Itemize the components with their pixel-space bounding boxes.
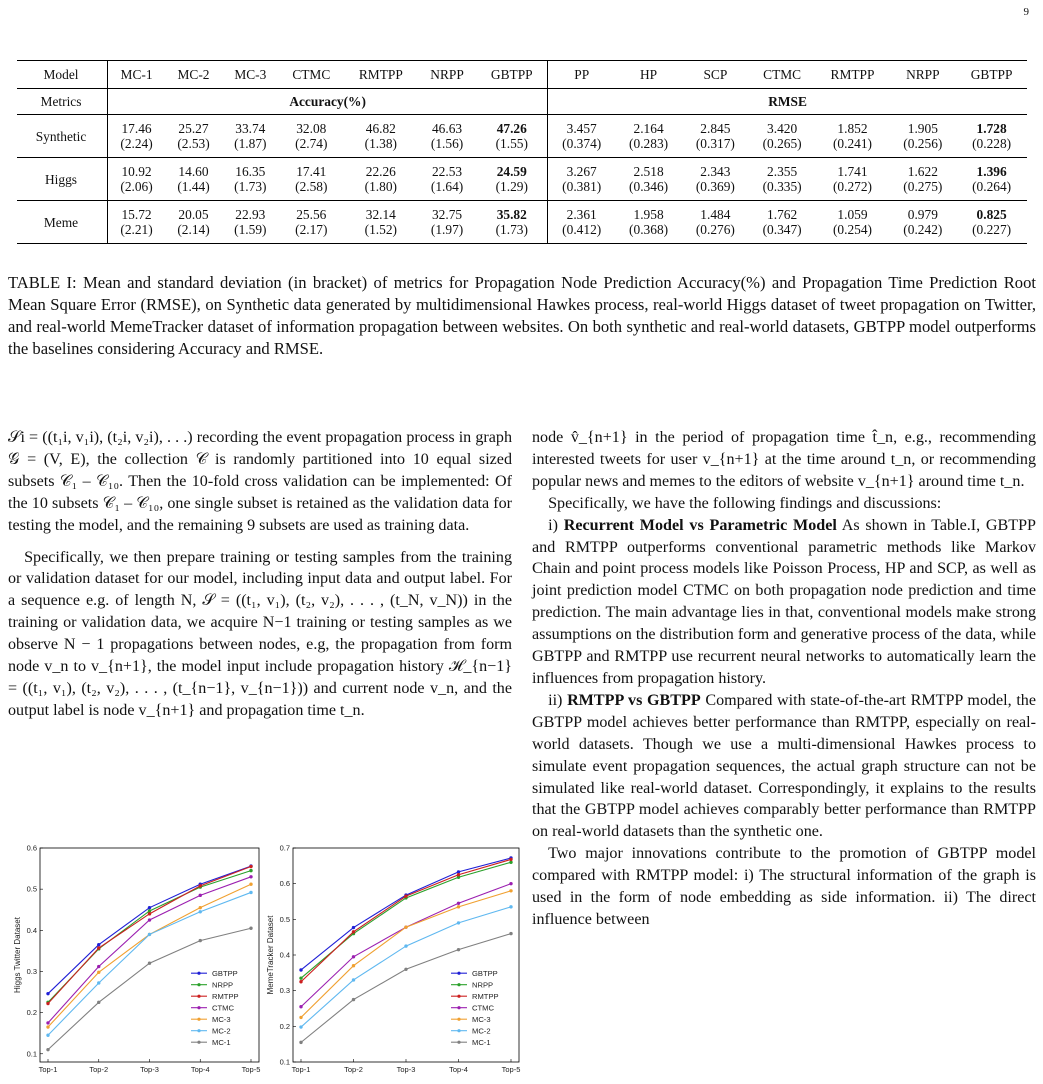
data-point [299, 1016, 302, 1019]
table-cell [476, 158, 547, 201]
series-line [301, 862, 511, 978]
header-cell: HP [615, 61, 682, 89]
cell-std: (0.374) [562, 136, 602, 151]
table-cell [279, 158, 344, 201]
table-row [17, 158, 1027, 201]
y-tick-label: 0.6 [279, 879, 290, 889]
table-cell [749, 201, 816, 244]
cell-mean: 25.56 [296, 207, 327, 222]
legend-marker [197, 1018, 200, 1021]
legend-entry: CTMC [472, 1003, 494, 1013]
legend-marker [457, 972, 460, 975]
table-header-row [17, 61, 1027, 89]
data-point [352, 964, 355, 967]
data-point [404, 925, 407, 928]
header-cell: RMTPP [816, 61, 890, 89]
data-point [457, 921, 460, 924]
legend-entry: MC-1 [472, 1037, 491, 1047]
cell-mean: 2.845 [700, 121, 731, 136]
left-column [8, 427, 512, 722]
table-cell [344, 115, 418, 158]
y-tick-label: 0.3 [279, 986, 290, 996]
data-point [509, 905, 512, 908]
right-paragraph-0: node v̂_{n+1} in the period of propagation time t̂_n, e.g., recommending interested tweets for user v_{n+1} at the time around t_n, or recommending popular news and memes to the editors of website v_{n+1} around time t_n. [532, 429, 1036, 490]
table-cell [222, 158, 279, 201]
x-tick-label: Top-1 [291, 1065, 311, 1074]
data-point [148, 912, 151, 915]
data-point [509, 882, 512, 885]
p2-rest: As shown in Table.I, GBTPP and RMTPP outperforms conventional parametric methods like Markov Chain and point process models like Poisson Process, HP and SCP, as well as joint prediction model CTMC on both propagation node prediction and time prediction. The main advantage lies in that, conventional models make strong assumptions on the distribution form and generative process of the data, while GBTPP and RMTPP use recurrent neural networks to automatically learn the influences from propagation history. [532, 516, 1036, 687]
cell-mean: 32.75 [431, 207, 463, 222]
header-cell: MC-1 [108, 61, 166, 89]
figure-meme-chart [263, 842, 525, 1084]
data-point [199, 884, 202, 887]
metrics-row [17, 89, 1027, 115]
x-tick-label: Top-5 [501, 1065, 521, 1074]
legend-entry: GBTPP [212, 968, 238, 978]
legend-marker [457, 1041, 460, 1044]
cell-std: (1.44) [177, 179, 210, 194]
table-cell [279, 201, 344, 244]
data-point [299, 968, 302, 971]
header-cell: Model [17, 61, 108, 89]
table-cell [816, 115, 890, 158]
cell-std: (0.242) [903, 222, 943, 237]
data-point [299, 1025, 302, 1028]
table-cell [615, 115, 682, 158]
table-cell [615, 158, 682, 201]
data-point [352, 926, 355, 929]
data-point [457, 905, 460, 908]
cell-mean: 1.622 [907, 164, 938, 179]
legend-entry: GBTPP [472, 968, 498, 978]
cell-mean: 32.08 [296, 121, 327, 136]
data-point [299, 980, 302, 983]
legend-marker [457, 1029, 460, 1032]
cell-mean: 17.46 [121, 121, 152, 136]
cell-std: (0.276) [695, 222, 735, 237]
right-column [532, 427, 1036, 931]
cell-mean: 2.355 [767, 164, 798, 179]
y-axis-label: Higgs Twitter Dataset [13, 917, 22, 993]
series-line [301, 859, 511, 981]
data-point [148, 918, 151, 921]
y-tick-label: 0.7 [279, 843, 290, 853]
cell-std: (1.73) [234, 179, 267, 194]
table-cell [889, 201, 956, 244]
cell-std: (1.80) [364, 179, 397, 194]
table-cell [816, 158, 890, 201]
cell-mean: 22.53 [431, 164, 463, 179]
data-point [299, 1041, 302, 1044]
data-point [457, 948, 460, 951]
data-point [97, 965, 100, 968]
header-cell: GBTPP [476, 61, 547, 89]
legend-marker [197, 1041, 200, 1044]
cell-mean: 47.26 [496, 121, 527, 136]
data-point [199, 906, 202, 909]
header-cell: PP [548, 61, 616, 89]
cell-std: (0.227) [972, 222, 1012, 237]
x-tick-label: Top-3 [396, 1065, 416, 1074]
data-point [509, 858, 512, 861]
legend-marker [457, 1018, 460, 1021]
cell-std: (0.241) [832, 136, 872, 151]
cell-mean: 22.93 [235, 207, 266, 222]
table-cell [476, 201, 547, 244]
cell-std: (2.14) [177, 222, 210, 237]
legend-entry: NRPP [472, 980, 494, 990]
cell-mean: 2.518 [633, 164, 664, 179]
legend-entry: MC-2 [212, 1026, 231, 1036]
table-cell [279, 115, 344, 158]
data-point [97, 946, 100, 949]
table-cell [956, 201, 1027, 244]
table-cell [418, 201, 477, 244]
data-point [46, 1048, 49, 1051]
table-cell [548, 115, 616, 158]
data-point [352, 978, 355, 981]
cell-std: (1.29) [495, 179, 528, 194]
table-cell [889, 158, 956, 201]
right-paragraph-4: Two major innovations contribute to the promotion of GBTPP model compared with RMTPP model: i) The structural information of the graph is used in the form of node embedding as side information. ii) The direct influence between [532, 845, 1036, 928]
cell-std: (1.64) [430, 179, 464, 194]
cell-mean: 1.905 [907, 121, 938, 136]
cell-std: (2.21) [120, 222, 153, 237]
cell-std: (1.73) [495, 222, 528, 237]
table-cell [108, 158, 166, 201]
table-cell [956, 158, 1027, 201]
cell-mean: 3.457 [566, 121, 597, 136]
cell-mean: 2.164 [633, 121, 664, 136]
table-row [17, 115, 1027, 158]
row-model-name: Higgs [17, 158, 108, 201]
y-tick-label: 0.3 [26, 966, 37, 976]
header-cell: MC-2 [165, 61, 222, 89]
x-tick-label: Top-2 [344, 1065, 363, 1074]
cell-std: (2.53) [177, 136, 210, 151]
data-point [352, 930, 355, 933]
cell-mean: 46.82 [365, 121, 396, 136]
cell-mean: 33.74 [235, 121, 266, 136]
cell-mean: 24.59 [496, 164, 527, 179]
x-tick-label: Top-4 [449, 1065, 468, 1074]
y-tick-label: 0.4 [279, 950, 290, 960]
header-cell: RMTPP [344, 61, 418, 89]
table-cell [615, 201, 682, 244]
data-point [46, 992, 49, 995]
data-point [46, 1034, 49, 1037]
table-cell [548, 158, 616, 201]
y-tick-label: 0.2 [279, 1021, 290, 1031]
cell-mean: 46.63 [431, 121, 463, 136]
data-point [249, 865, 252, 868]
cell-mean: 32.14 [365, 207, 396, 222]
data-point [97, 1001, 100, 1004]
table-cell [889, 115, 956, 158]
cell-std: (2.74) [295, 136, 328, 151]
results-table [17, 60, 1027, 244]
table-cell [108, 201, 166, 244]
series-line [301, 858, 511, 970]
data-point [457, 873, 460, 876]
data-point [97, 943, 100, 946]
data-point [46, 1002, 49, 1005]
data-point [199, 939, 202, 942]
cell-mean: 1.396 [976, 164, 1007, 179]
p3-rest: Compared with state-of-the-art RMTPP model, the GBTPP model achieves better performance than RMTPP, especially on real-world datasets. Though we use a multi-dimensional Hawkes process to simulate event propagation sequences, the actual graph structure can not be simulated like real-world dataset. Correspondingly, it explains to the results that the GBTPP model achieves comparably better performance than RMTPP on real-world datasets than the synthetic one. [532, 691, 1036, 841]
table-cell [548, 201, 616, 244]
table-cell [816, 201, 890, 244]
header-cell: NRPP [418, 61, 477, 89]
y-tick-label: 0.2 [26, 1008, 37, 1018]
data-point [249, 891, 252, 894]
data-point [148, 933, 151, 936]
cell-mean: 1.484 [700, 207, 731, 222]
data-point [148, 962, 151, 965]
cell-std: (0.256) [903, 136, 943, 151]
table-cell [476, 115, 547, 158]
cell-mean: 17.41 [296, 164, 327, 179]
cell-std: (2.06) [120, 179, 153, 194]
header-cell: GBTPP [956, 61, 1027, 89]
cell-mean: 1.958 [633, 207, 664, 222]
y-tick-label: 0.5 [279, 914, 290, 924]
cell-std: (2.17) [295, 222, 328, 237]
cell-std: (0.381) [562, 179, 602, 194]
p3-lead: ii) [548, 691, 568, 709]
table-cell [165, 115, 222, 158]
y-tick-label: 0.4 [26, 925, 37, 935]
cell-std: (0.275) [903, 179, 943, 194]
x-tick-label: Top-1 [38, 1065, 58, 1074]
table-cell [165, 158, 222, 201]
rmse-label: RMSE [548, 89, 1027, 115]
table-cell [222, 115, 279, 158]
table-cell [344, 158, 418, 201]
legend-marker [197, 972, 200, 975]
legend-marker [457, 995, 460, 998]
data-point [148, 906, 151, 909]
cell-mean: 14.60 [178, 164, 209, 179]
table-cell [682, 158, 749, 201]
cell-std: (0.368) [629, 222, 669, 237]
data-point [509, 932, 512, 935]
table-cell [749, 115, 816, 158]
data-point [199, 910, 202, 913]
right-paragraph-1: Specifically, we have the following findings and discussions: [548, 494, 942, 512]
data-point [249, 883, 252, 886]
cell-mean: 35.82 [496, 207, 527, 222]
data-point [509, 889, 512, 892]
cell-std: (0.412) [562, 222, 602, 237]
cell-std: (0.228) [972, 136, 1012, 151]
cell-mean: 1.762 [767, 207, 798, 222]
cell-std: (1.56) [430, 136, 464, 151]
data-point [97, 981, 100, 984]
table-caption: TABLE I: Mean and standard deviation (in bracket) of metrics for Propagation Node Prediction Accuracy(%) and Propagation Time Prediction Root Mean Square Error (RMSE), on Synthetic data generated by multidimensional Hawkes process, real-world Higgs dataset of tweet propagation on Twitter, and real-world MemeTracker dataset of information propagation between websites. On both synthetic and real-world datasets, GBTPP model outperforms the baselines considering Accuracy and RMSE. [8, 273, 1036, 358]
legend-marker [197, 1006, 200, 1009]
p2-bold-heading: Recurrent Model vs Parametric Model [563, 516, 837, 534]
left-paragraph-2: Specifically, we then prepare training or testing samples from the training or validation dataset for our model, including input data and output label. For a sequence e.g. of length N, 𝒮 = ((t₁, v₁), (t₂, v₂), . . . , (t_N, v_N)) in the training or validation data, we acquire N−1 training or testing samples as we observe N − 1 propagations between nodes, e.g, the propagation from form node v_n to v_{n+1}, the model input include propagation history ℋ_{n−1} = ((t₁, v₁), (t₂, v₂), . . . , (t_{n−1}, v_{n−1})) and current node v_n, and the output label is node v_{n+1} and propagation time t_n. [8, 548, 512, 719]
cell-mean: 2.343 [700, 164, 731, 179]
cell-mean: 0.825 [976, 207, 1007, 222]
cell-std: (0.265) [762, 136, 802, 151]
legend-entry: MC-1 [212, 1037, 231, 1047]
legend-marker [457, 983, 460, 986]
data-point [457, 902, 460, 905]
cell-std: (1.87) [234, 136, 267, 151]
table-cell [749, 158, 816, 201]
legend-marker [197, 1029, 200, 1032]
row-model-name: Synthetic [17, 115, 108, 158]
table-cell [418, 158, 477, 201]
cell-std: (0.317) [695, 136, 735, 151]
table-cell [956, 115, 1027, 158]
data-point [199, 894, 202, 897]
cell-std: (0.272) [832, 179, 872, 194]
y-tick-label: 0.1 [279, 1057, 290, 1067]
table-cell [682, 201, 749, 244]
cell-std: (1.97) [430, 222, 464, 237]
cell-mean: 10.92 [121, 164, 152, 179]
cell-std: (1.38) [364, 136, 397, 151]
legend-entry: MC-3 [212, 1014, 231, 1024]
left-paragraph-1: 𝒮i = ((t₁i, v₁i), (t₂i, v₂i), . . .) recording the event propagation process in graph 𝒢 = (V, E), the collection 𝒞 is randomly partitioned into 10 equal sized subsets 𝒞₁ – 𝒞₁₀. Then the 10-fold cross validation can be implemented: Of the 10 subsets 𝒞₁ – 𝒞₁₀, one single subset is retained as the validation data for testing the model, and the remaining 9 subsets are used as training data. [8, 429, 512, 534]
legend-marker [457, 1006, 460, 1009]
table-cell [108, 115, 166, 158]
cell-mean: 22.26 [365, 164, 396, 179]
cell-std: (2.58) [295, 179, 328, 194]
data-point [404, 894, 407, 897]
y-axis-label: MemeTracker Dataset [266, 915, 275, 995]
y-tick-label: 0.6 [26, 843, 37, 853]
cell-mean: 2.361 [566, 207, 597, 222]
cell-std: (0.347) [762, 222, 802, 237]
cell-std: (0.283) [629, 136, 669, 151]
cell-std: (1.52) [364, 222, 397, 237]
page-number: 9 [1023, 6, 1029, 18]
data-point [352, 998, 355, 1001]
legend-entry: NRPP [212, 980, 234, 990]
cell-mean: 1.741 [837, 164, 868, 179]
cell-std: (0.254) [832, 222, 872, 237]
header-cell: CTMC [279, 61, 344, 89]
x-tick-label: Top-3 [140, 1065, 159, 1074]
p3-bold-heading: RMTPP vs GBTPP [567, 691, 701, 709]
y-tick-label: 0.5 [26, 884, 37, 894]
data-point [404, 968, 407, 971]
header-cell: CTMC [749, 61, 816, 89]
table-cell [165, 201, 222, 244]
table-cell [682, 115, 749, 158]
x-tick-label: Top-5 [241, 1065, 261, 1074]
data-point [97, 971, 100, 974]
data-point [46, 1021, 49, 1024]
legend-entry: MC-3 [472, 1014, 491, 1024]
legend-marker [197, 983, 200, 986]
table-cell [222, 201, 279, 244]
cell-mean: 3.420 [767, 121, 798, 136]
cell-std: (2.24) [120, 136, 153, 151]
x-tick-label: Top-2 [89, 1065, 109, 1074]
right-paragraph-3 [532, 690, 1036, 843]
header-cell: NRPP [889, 61, 956, 89]
data-point [404, 944, 407, 947]
cell-std: (1.55) [495, 136, 528, 151]
cell-std: (0.264) [972, 179, 1012, 194]
data-point [46, 1025, 49, 1028]
cell-mean: 15.72 [121, 207, 152, 222]
legend-entry: MC-2 [472, 1026, 491, 1036]
cell-mean: 1.728 [976, 121, 1007, 136]
row-model-name: Meme [17, 201, 108, 244]
data-point [299, 1005, 302, 1008]
table-cell [344, 201, 418, 244]
legend-entry: RMTPP [472, 991, 499, 1001]
table-row [17, 201, 1027, 244]
header-cell: SCP [682, 61, 749, 89]
cell-mean: 1.059 [837, 207, 868, 222]
cell-mean: 16.35 [235, 164, 266, 179]
accuracy-label: Accuracy(%) [108, 89, 548, 115]
y-tick-label: 0.1 [26, 1049, 37, 1059]
cell-mean: 20.05 [178, 207, 209, 222]
header-cell: MC-3 [222, 61, 279, 89]
table-cell [418, 115, 477, 158]
p2-lead: i) [548, 516, 564, 534]
data-point [299, 976, 302, 979]
figure-higgs-chart [10, 842, 265, 1084]
legend-marker [197, 995, 200, 998]
x-tick-label: Top-4 [190, 1065, 210, 1074]
metrics-label: Metrics [17, 89, 108, 115]
data-point [352, 955, 355, 958]
cell-std: (0.346) [629, 179, 669, 194]
data-point [249, 875, 252, 878]
legend-entry: CTMC [212, 1003, 234, 1013]
data-point [249, 869, 252, 872]
meme-chart-svg [263, 842, 525, 1079]
higgs-chart-svg [10, 842, 265, 1079]
cell-std: (0.335) [762, 179, 802, 194]
cell-std: (1.59) [234, 222, 267, 237]
cell-mean: 3.267 [566, 164, 597, 179]
right-paragraph-2 [532, 515, 1036, 690]
cell-mean: 0.979 [907, 207, 938, 222]
cell-mean: 1.852 [837, 121, 868, 136]
legend-entry: RMTPP [212, 991, 239, 1001]
cell-mean: 25.27 [178, 121, 209, 136]
data-point [249, 927, 252, 930]
cell-std: (0.369) [695, 179, 735, 194]
